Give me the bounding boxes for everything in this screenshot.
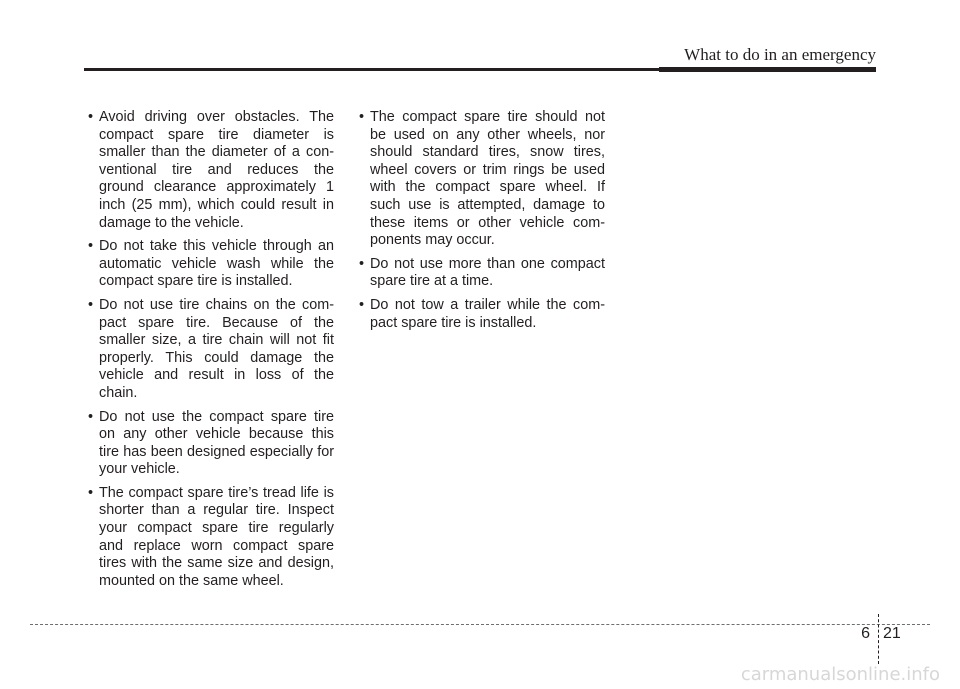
list-item <box>84 409 334 479</box>
list-item <box>355 109 605 250</box>
page-number: 21 <box>883 625 901 642</box>
list-item <box>355 256 605 291</box>
list-item-text: Do not use more than one compact spare tire at a time. <box>370 255 605 290</box>
bullet-icon: • <box>88 109 94 125</box>
bullet-icon: • <box>88 484 94 501</box>
bullet-icon: • <box>359 109 365 125</box>
list-item-text: Avoid driving over obstacles. The compact spare tire diameter is smaller than the diameter of a conventional tire and reduces the ground clearance approximately 1 inch (25 mm), which could result in damage to the vehicle. <box>99 109 334 231</box>
list-item <box>84 485 334 591</box>
page-number-separator <box>878 614 879 664</box>
watermark: carmanualsonline.info <box>740 664 940 685</box>
list-item-text: Do not tow a trailer while the compact spare tire is installed. <box>370 296 605 331</box>
list-item-text: The compact spare tire should not be used on any other wheels, nor should standard tires, snow tires, wheel covers or trim rings be used with the compact spare wheel. If such use is attempted, damage to these items or other vehicle components may occur. <box>370 109 605 249</box>
bullet-icon: • <box>359 296 365 313</box>
bullet-icon: • <box>88 408 94 425</box>
bullet-icon: • <box>359 255 365 272</box>
header-rule-accent <box>659 67 876 72</box>
footer-divider <box>30 624 930 625</box>
list-item-text: Do not use tire chains on the compact spare tire. Because of the smaller size, a tire chain will not fit properly. This could damage the vehicle and result in loss of the chain. <box>99 296 334 401</box>
left-column <box>84 109 334 596</box>
bullet-icon: • <box>88 238 94 255</box>
list-item <box>84 109 334 232</box>
list-item-text: The compact spare tire’s tread life is shorter than a regular tire. Inspect your compact spare tire regularly and replace worn compact spare tires with the same size and design, mounted on the same wheel. <box>99 484 334 589</box>
list-item <box>84 297 334 403</box>
list-item <box>355 297 605 332</box>
section-title: What to do in an emergency <box>684 45 876 64</box>
bullet-icon: • <box>88 296 94 313</box>
right-column <box>355 109 605 338</box>
header-rule <box>84 68 876 71</box>
list-item-text: Do not take this vehicle through an automatic vehicle wash while the compact spare tire is installed. <box>99 238 334 290</box>
list-item-text: Do not use the compact spare tire on any other vehicle because this tire has been designed especially for your vehicle. <box>99 408 334 478</box>
chapter-number: 6 <box>861 625 870 642</box>
list-item <box>84 238 334 291</box>
